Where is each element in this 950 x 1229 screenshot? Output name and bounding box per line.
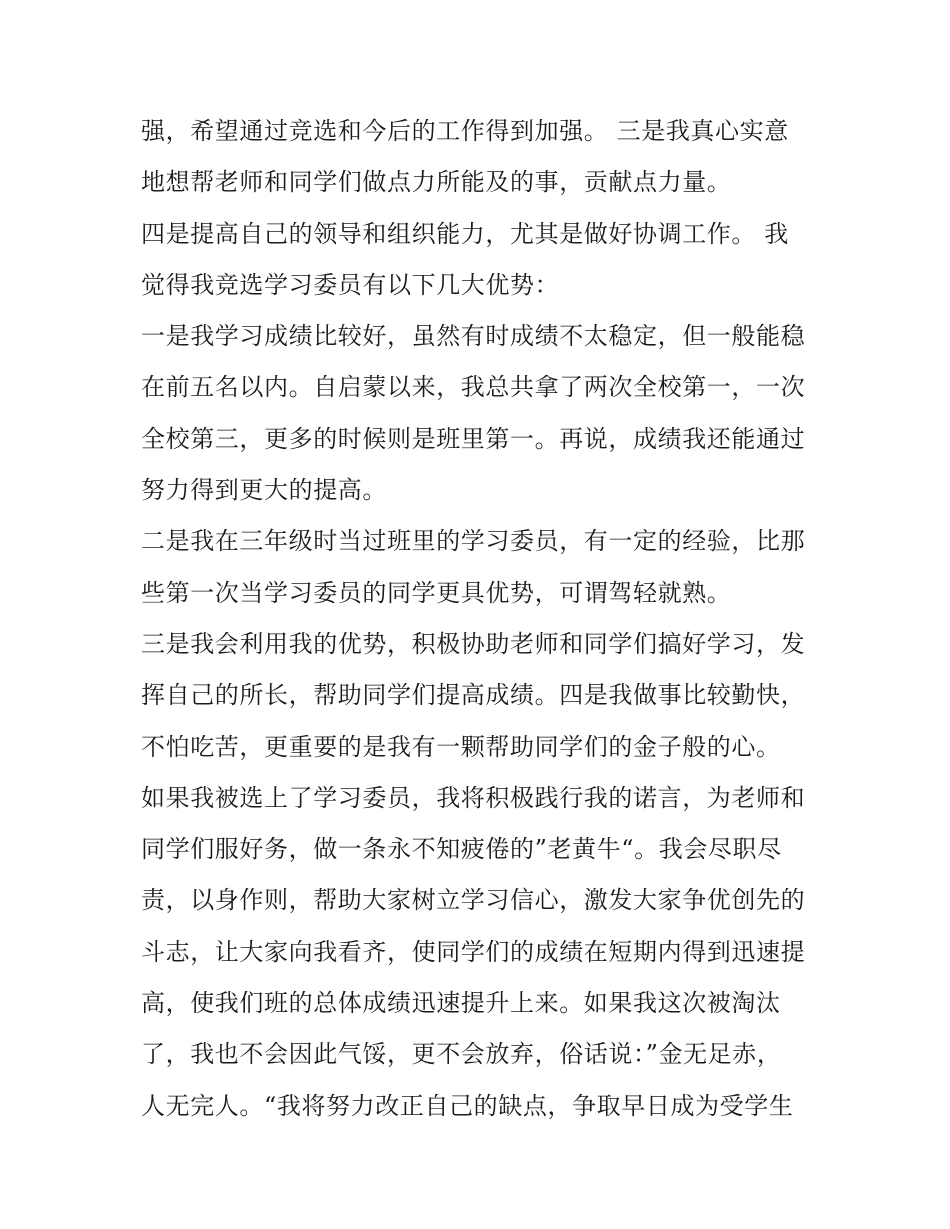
text-line: 四是提高自己的领导和组织能力，尤其是做好协调工作。 我 (141, 219, 789, 248)
text-line: 挥自己的所长，帮助同学们提高成绩。四是我做事比较勤快， (141, 681, 806, 710)
text-line: 三是我会利用我的优势，积极协助老师和同学们搞好学习，发 (141, 629, 806, 658)
text-line: 高，使我们班的总体成绩迅速提升上来。如果我这次被淘汰 (141, 989, 781, 1018)
text-line: 在前五名以内。自启蒙以来，我总共拿了两次全校第一，一次 (141, 373, 806, 402)
text-line: 了，我也不会因此气馁，更不会放弃，俗话说：”金无足赤， (141, 1040, 782, 1069)
text-line: 努力得到更大的提高。 (141, 476, 387, 505)
text-line: 责，以身作则，帮助大家树立学习信心，激发大家争优创先的 (141, 886, 806, 915)
text-line: 不怕吃苦，更重要的是我有一颗帮助同学们的金子般的心。 (141, 732, 781, 761)
text-line: 一是我学习成绩比较好，虽然有时成绩不太稳定，但一般能稳 (141, 322, 806, 351)
text-line: 同学们服好务，做一条永不知疲倦的”老黄牛“。我会尽职尽 (141, 835, 782, 864)
body-text (141, 106, 821, 1132)
text-line: 人无完人。“我将努力改正自己的缺点，争取早日成为受学生 (141, 1091, 794, 1120)
text-line: 如果我被选上了学习委员，我将积极践行我的诺言，为老师和 (141, 783, 806, 812)
text-line: 些第一次当学习委员的同学更具优势，可谓驾轻就熟。 (141, 578, 732, 607)
text-line: 斗志，让大家向我看齐，使同学们的成绩在短期内得到迅速提 (141, 937, 806, 966)
text-line: 地想帮老师和同学们做点力所能及的事，贡献点力量。 (141, 168, 732, 197)
text-line: 二是我在三年级时当过班里的学习委员，有一定的经验，比那 (141, 527, 806, 556)
text-line: 觉得我竞选学习委员有以下几大优势： (141, 270, 560, 299)
text-line: 全校第三，更多的时候则是班里第一。再说，成绩我还能通过 (141, 424, 806, 453)
text-line: 强，希望通过竞选和今后的工作得到加强。 三是我真心实意 (141, 117, 789, 145)
